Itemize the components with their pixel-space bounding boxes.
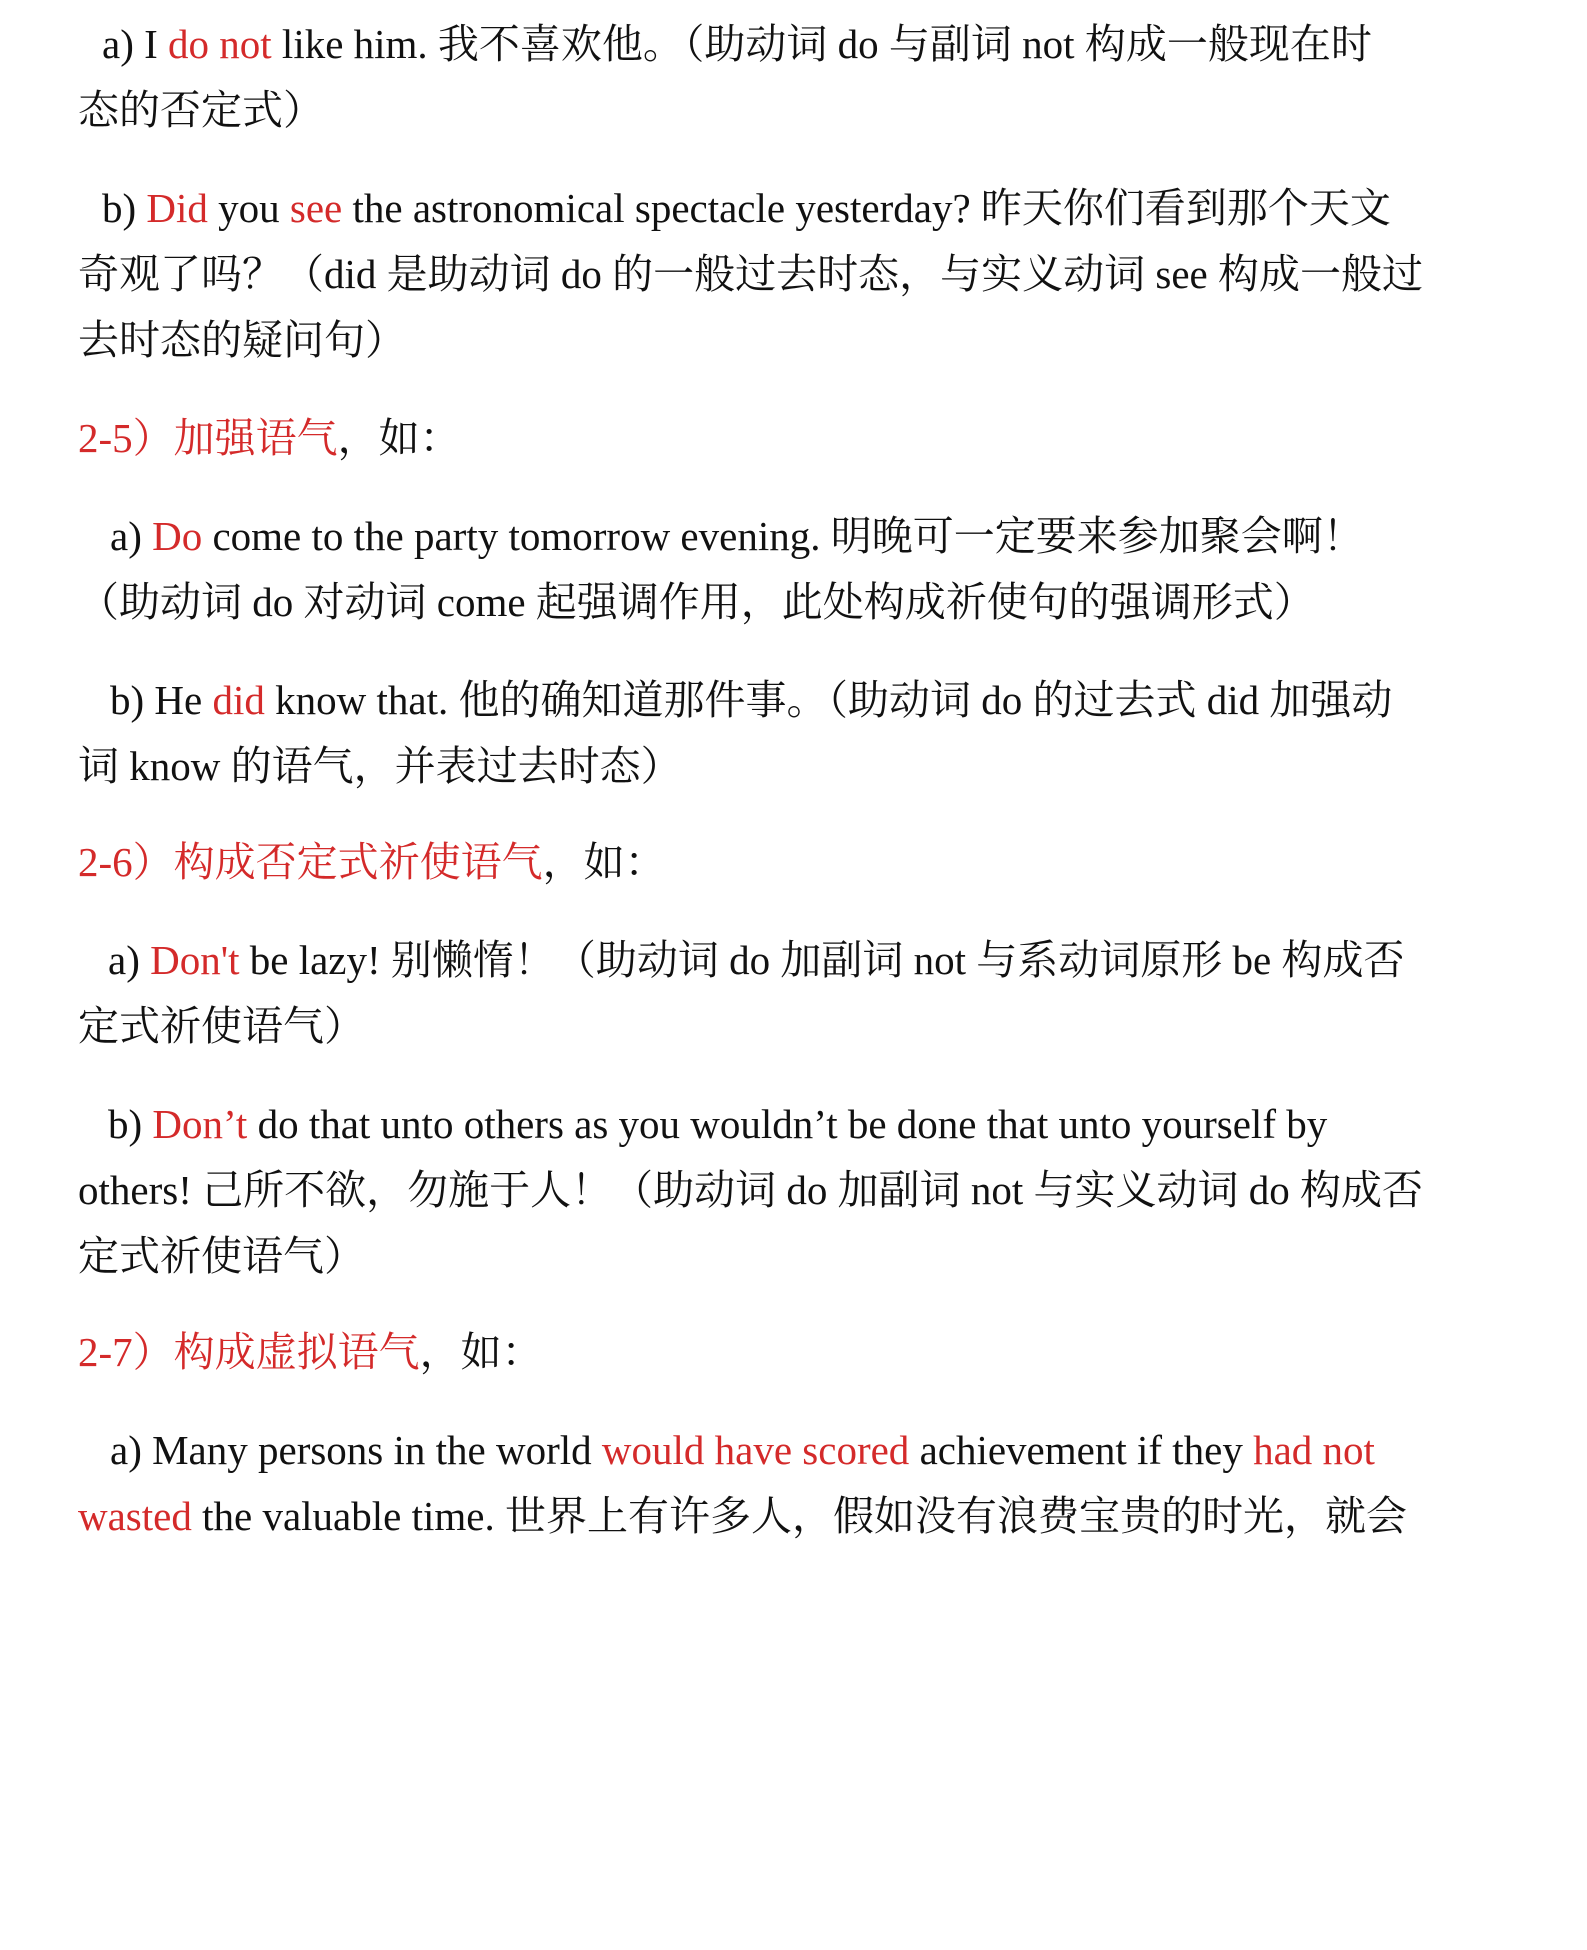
text: do that unto others as you wouldn’t be done that unto yourself by — [247, 1101, 1328, 1147]
text: （助动词 do 对动词 come 起强调作用，此处构成祈使句的强调形式） — [78, 579, 1315, 625]
example-line — [78, 244, 1423, 304]
example-line — [78, 572, 1315, 632]
text: a) — [108, 937, 151, 983]
highlighted-text: did — [212, 677, 265, 723]
example-line — [78, 736, 682, 796]
example-line — [110, 1420, 1375, 1480]
text: 词 know 的语气，并表过去时态） — [78, 743, 682, 789]
highlighted-text: see — [289, 185, 343, 231]
example-line — [102, 14, 1372, 74]
highlighted-text: Do — [152, 513, 203, 559]
heading-suffix: ，如： — [337, 415, 461, 461]
text: a) I — [102, 21, 169, 67]
example-line — [78, 1226, 365, 1286]
text: the valuable time. 世界上有许多人，假如没有浪费宝贵的时光，就会 — [191, 1493, 1407, 1539]
highlighted-text: Don’t — [152, 1101, 248, 1147]
section-heading — [78, 832, 666, 892]
example-line — [110, 506, 1364, 566]
heading-suffix: ，如： — [542, 839, 666, 885]
text: the astronomical spectacle yesterday? 昨天你们看到那个天文 — [342, 185, 1391, 231]
highlighted-text: would have scored — [601, 1427, 910, 1473]
highlighted-text: had not — [1253, 1427, 1375, 1473]
example-line — [108, 930, 1404, 990]
highlighted-text: Don't — [150, 937, 240, 983]
heading-text: 2-7）构成虚拟语气 — [78, 1329, 420, 1375]
text: b) — [108, 1101, 153, 1147]
text: others! 己所不欲，勿施于人！（助动词 do 加副词 not 与实义动词 do 构成否 — [78, 1167, 1423, 1213]
text: like him. 我不喜欢他。（助动词 do 与副词 not 构成一般现在时 — [271, 21, 1372, 67]
text: 定式祈使语气） — [78, 1003, 365, 1049]
example-line — [78, 1486, 1407, 1546]
text: know that. 他的确知道那件事。（助动词 do 的过去式 did 加强动 — [264, 677, 1393, 723]
text: 奇观了吗？（did 是助动词 do 的一般过去时态，与实义动词 see 构成一般过 — [78, 251, 1423, 297]
example-line — [78, 310, 406, 370]
example-line — [78, 996, 365, 1056]
highlighted-text: Did — [146, 185, 208, 231]
text: b) — [102, 185, 147, 231]
text: come to the party tomorrow evening. 明晚可一定要来参加聚会啊！ — [202, 513, 1364, 559]
example-line — [102, 178, 1391, 238]
highlighted-text: do not — [168, 21, 272, 67]
text: a) — [110, 513, 153, 559]
text: 态的否定式） — [78, 87, 324, 133]
heading-suffix: ，如： — [419, 1329, 543, 1375]
section-heading — [78, 408, 461, 468]
highlighted-text: wasted — [78, 1493, 192, 1539]
example-line — [78, 1160, 1423, 1220]
section-heading — [78, 1322, 543, 1382]
example-line — [108, 1094, 1327, 1154]
example-line — [78, 80, 324, 140]
text: achievement if they — [909, 1427, 1254, 1473]
text: be lazy! 别懒惰！（助动词 do 加副词 not 与系动词原形 be 构成否 — [239, 937, 1405, 983]
example-line — [110, 670, 1392, 730]
heading-text: 2-6）构成否定式祈使语气 — [78, 839, 543, 885]
heading-text: 2-5）加强语气 — [78, 415, 338, 461]
text: a) Many persons in the world — [110, 1427, 602, 1473]
text: you — [207, 185, 290, 231]
text: b) He — [110, 677, 213, 723]
text: 定式祈使语气） — [78, 1233, 365, 1279]
text: 去时态的疑问句） — [78, 317, 406, 363]
